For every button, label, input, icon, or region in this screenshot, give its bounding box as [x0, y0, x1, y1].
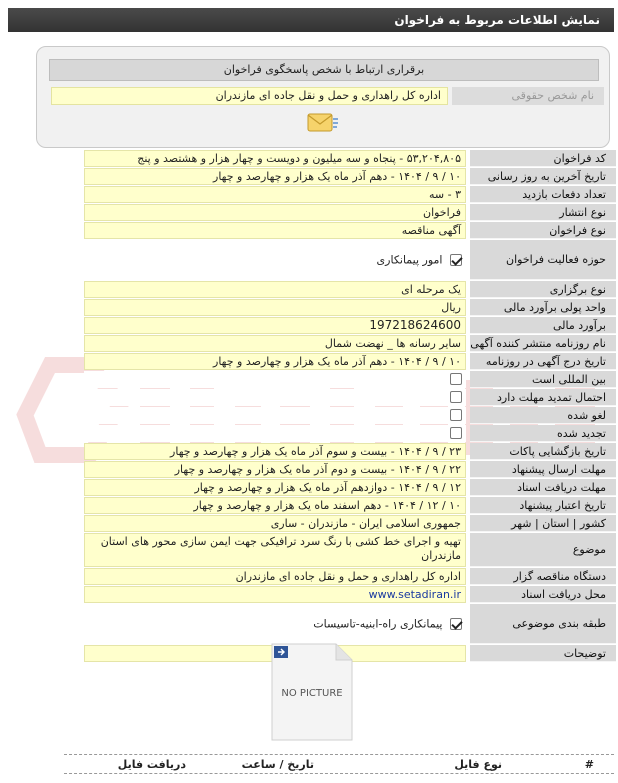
col-date-time: تاریخ / ساعت	[241, 758, 314, 771]
label-subject: موضوع	[470, 533, 616, 567]
row-doc-deadline	[84, 479, 616, 496]
value-newspaper: سایر رسانه ها _ نهضت شمال	[84, 335, 466, 352]
label-doc-deadline: مهلت دریافت اسناد	[470, 479, 616, 496]
row-visit-count	[84, 186, 616, 203]
row-newspaper-date	[84, 353, 616, 370]
label-location: کشور | استان | شهر	[470, 515, 616, 532]
value-opening-date: ۲۳ / ۹ / ۱۴۰۴ - بیست و سوم آذر ماه یک هزار و چهارصد و چهار	[84, 443, 466, 460]
row-activity-area	[84, 240, 616, 280]
label-newspaper: نام روزنامه منتشر کننده آگهی	[470, 335, 616, 352]
value-international	[84, 371, 466, 388]
legal-person-row	[49, 87, 604, 105]
label-last-update: تاریخ آخرین به روز رسانی	[470, 168, 616, 185]
row-validity-date	[84, 497, 616, 514]
label-renewed: تجدید شده	[470, 425, 616, 442]
page-title: نمایش اطلاعات مربوط به فراخوان	[8, 8, 614, 32]
legal-person-value: اداره کل راهداری و حمل و نقل جاده ای مازندران	[51, 87, 448, 105]
value-renewed	[84, 425, 466, 442]
label-cancelled: لغو شده	[470, 407, 616, 424]
col-file-type: نوع فایل	[454, 758, 502, 771]
international-checkbox[interactable]	[450, 373, 462, 385]
value-activity-area	[84, 240, 466, 280]
value-cancelled	[84, 407, 466, 424]
value-estimate: 197218624600	[84, 317, 466, 334]
label-currency: واحد پولی برآورد مالی	[470, 299, 616, 316]
activity-area-text: امور پیمانکاری	[376, 253, 443, 267]
value-publish-type: فراخوان	[84, 204, 466, 221]
envelope-icon[interactable]	[307, 111, 339, 133]
row-cancelled	[84, 407, 616, 424]
row-estimate	[84, 317, 616, 334]
category-text: پیمانکاری راه-ابنیه-تاسیسات	[313, 617, 443, 631]
row-organizer	[84, 568, 616, 585]
contact-panel	[36, 46, 610, 148]
label-visit-count: تعداد دفعات بازدید	[470, 186, 616, 203]
value-currency: ریال	[84, 299, 466, 316]
row-extension	[84, 389, 616, 406]
col-num: #	[584, 758, 594, 771]
value-doc-place	[84, 586, 466, 603]
value-newspaper-date: ۱۰ / ۹ / ۱۴۰۴ - دهم آذر ماه یک هزار و چهارصد و چهار	[84, 353, 466, 370]
value-subject: تهیه و اجرای خط کشی با رنگ سرد ترافیکی جهت ایمن سازی محور های استان مازندران	[84, 533, 466, 567]
renewed-checkbox[interactable]	[450, 427, 462, 439]
row-subject	[84, 533, 616, 567]
label-activity-area: حوزه فعالیت فراخوان	[470, 240, 616, 280]
row-category	[84, 604, 616, 644]
value-doc-deadline: ۱۲ / ۹ / ۱۴۰۴ - دوازدهم آذر ماه یک هزار و چهارصد و چهار	[84, 479, 466, 496]
row-holding-type	[84, 281, 616, 298]
value-call-code: ۵۳,۲۰۴,۸۰۵ - پنجاه و سه میلیون و دویست و چهار هزار و هشتصد و پنج	[84, 150, 466, 167]
row-opening-date	[84, 443, 616, 460]
extension-checkbox[interactable]	[450, 391, 462, 403]
no-picture-image[interactable]	[270, 642, 354, 742]
label-call-code: کد فراخوان	[470, 150, 616, 167]
row-last-update	[84, 168, 616, 185]
row-call-type	[84, 222, 616, 239]
label-submit-deadline: مهلت ارسال پیشنهاد	[470, 461, 616, 478]
row-publish-type	[84, 204, 616, 221]
label-call-type: نوع فراخوان	[470, 222, 616, 239]
label-holding-type: نوع برگزاری	[470, 281, 616, 298]
label-notes: توضیحات	[470, 645, 616, 662]
row-international	[84, 371, 616, 388]
doc-place-link[interactable]: www.setadiran.ir	[368, 588, 461, 601]
value-visit-count: ۳ - سه	[84, 186, 466, 203]
label-validity-date: تاریخ اعتبار پیشنهاد	[470, 497, 616, 514]
label-category: طبقه بندی موضوعی	[470, 604, 616, 644]
value-last-update: ۱۰ / ۹ / ۱۴۰۴ - دهم آذر ماه یک هزار و چهارصد و چهار	[84, 168, 466, 185]
value-holding-type: یک مرحله ای	[84, 281, 466, 298]
label-publish-type: نوع انتشار	[470, 204, 616, 221]
row-renewed	[84, 425, 616, 442]
value-location: جمهوری اسلامی ایران - مازندران - ساری	[84, 515, 466, 532]
value-extension	[84, 389, 466, 406]
no-picture-text: NO PICTURE	[281, 688, 343, 699]
label-newspaper-date: تاریخ درج آگهی در روزنامه	[470, 353, 616, 370]
details-grid	[84, 150, 616, 663]
col-download: دریافت فایل	[117, 758, 186, 771]
legal-person-label: نام شخص حقوقی	[452, 87, 604, 105]
row-newspaper	[84, 335, 616, 352]
value-validity-date: ۱۰ / ۱۲ / ۱۴۰۴ - دهم اسفند ماه یک هزار و چهارصد و چهار	[84, 497, 466, 514]
value-organizer: اداره کل راهداری و حمل و نقل جاده ای مازندران	[84, 568, 466, 585]
label-estimate: برآورد مالی	[470, 317, 616, 334]
contact-header: برقراری ارتباط با شخص پاسخگوی فراخوان	[49, 59, 599, 81]
files-table-header	[64, 754, 614, 774]
row-currency	[84, 299, 616, 316]
row-submit-deadline	[84, 461, 616, 478]
value-category	[84, 604, 466, 644]
row-doc-place	[84, 586, 616, 603]
label-organizer: دستگاه مناقصه گزار	[470, 568, 616, 585]
value-submit-deadline: ۲۲ / ۹ / ۱۴۰۴ - بیست و دوم آذر ماه یک هزار و چهارصد و چهار	[84, 461, 466, 478]
activity-area-checkbox[interactable]	[450, 254, 462, 266]
category-checkbox[interactable]	[450, 618, 462, 630]
label-international: بین المللی است	[470, 371, 616, 388]
label-extension: احتمال تمدید مهلت دارد	[470, 389, 616, 406]
row-call-code	[84, 150, 616, 167]
label-opening-date: تاریخ بازگشایی پاکات	[470, 443, 616, 460]
cancelled-checkbox[interactable]	[450, 409, 462, 421]
label-doc-place: محل دریافت اسناد	[470, 586, 616, 603]
value-call-type: آگهی مناقصه	[84, 222, 466, 239]
row-location	[84, 515, 616, 532]
